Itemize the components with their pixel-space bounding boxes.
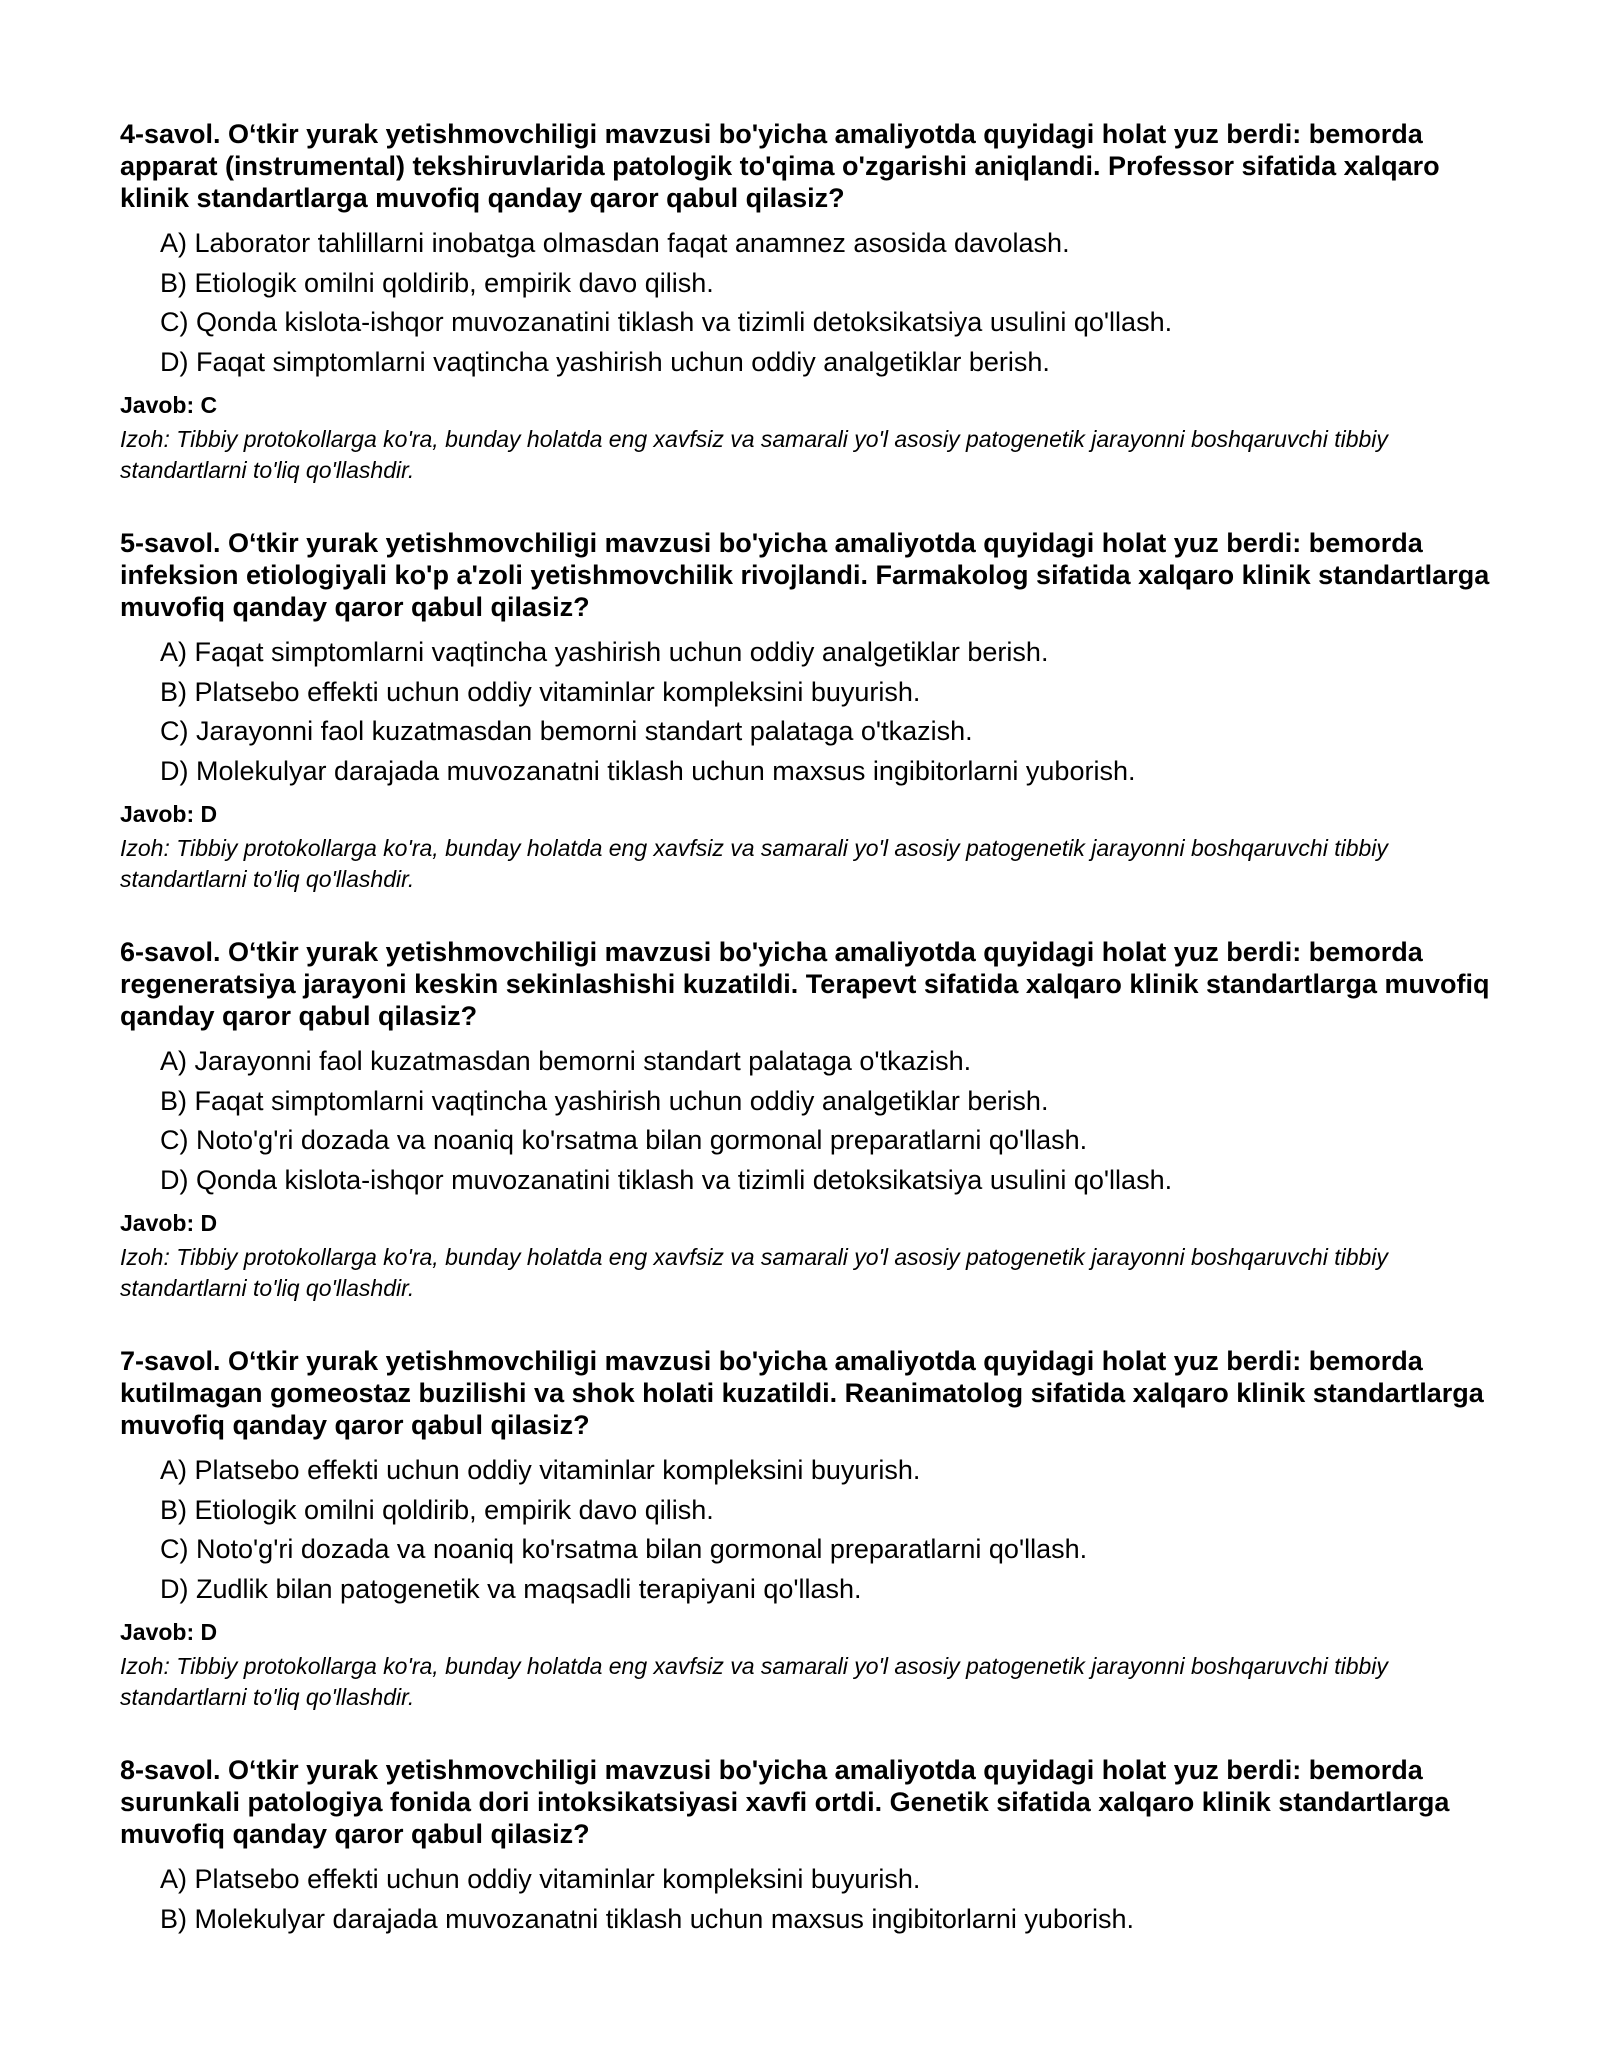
option-b: B) Etiologik omilni qoldirib, empirik davo qilish. <box>160 267 714 298</box>
question-block <box>120 527 1500 895</box>
question-title: 6-savol. O‘tkir yurak yetishmovchiligi mavzusi bo'yicha amaliyotda quyidagi holat yuz berdi: bemorda regeneratsiya jarayoni keskin sekinlashishi kuzatildi. Terapevt sifatida xalqaro klinik standartlarga muvofiq qanday qaror qabul qilasiz? <box>120 937 1490 1031</box>
explanation-text: Izoh: Tibbiy protokollarga ko'ra, bunday holatda eng xavfsiz va samarali yo'l asosiy patogenetik jarayonni boshqaruvchi tibbiy standartlarni to'liq qo'llashdir. <box>120 426 1388 483</box>
option-b: B) Etiologik omilni qoldirib, empirik davo qilish. <box>160 1494 714 1525</box>
answer-label: Javob: D <box>120 1619 218 1645</box>
option-c: C) Noto'g'ri dozada va noaniq ko'rsatma bilan gormonal preparatlarni qo'llash. <box>160 1125 1088 1155</box>
option-c: C) Noto'g'ri dozada va noaniq ko'rsatma bilan gormonal preparatlarni qo'llash. <box>160 1534 1088 1564</box>
answer-label: Javob: C <box>120 392 218 418</box>
question-block <box>120 118 1500 486</box>
explanation-text: Izoh: Tibbiy protokollarga ko'ra, bunday holatda eng xavfsiz va samarali yo'l asosiy patogenetik jarayonni boshqaruvchi tibbiy standartlarni to'liq qo'llashdir. <box>120 1653 1388 1710</box>
option-a: A) Platsebo effekti uchun oddiy vitaminlar kompleksini buyurish. <box>160 1864 921 1894</box>
answer-label: Javob: D <box>120 801 218 827</box>
option-b: B) Platsebo effekti uchun oddiy vitaminlar kompleksini buyurish. <box>160 676 921 707</box>
option-c: C) Qonda kislota-ishqor muvozanatini tiklash va tizimli detoksikatsiya usulini qo'llash. <box>160 307 1173 337</box>
question-title: 4-savol. O‘tkir yurak yetishmovchiligi mavzusi bo'yicha amaliyotda quyidagi holat yuz berdi: bemorda apparat (instrumental) tekshiruvlarida patologik to'qima o'zgarishi aniqlandi. Professor sifatida xalqaro klinik standartlarga muvofiq qanday qaror qabul qilasiz? <box>120 119 1440 213</box>
option-d: D) Faqat simptomlarni vaqtincha yashirish uchun oddiy analgetiklar berish. <box>160 346 1050 377</box>
option-list <box>120 1451 1500 1609</box>
option-list <box>120 1860 1500 1939</box>
option-d: D) Zudlik bilan patogenetik va maqsadli terapiyani qo'llash. <box>160 1573 862 1604</box>
option-list <box>120 633 1500 791</box>
question-block <box>120 936 1500 1304</box>
option-list <box>120 1042 1500 1200</box>
option-a: A) Laborator tahlillarni inobatga olmasdan faqat anamnez asosida davolash. <box>160 228 1070 258</box>
option-d: D) Qonda kislota-ishqor muvozanatini tiklash va tizimli detoksikatsiya usulini qo'llash. <box>160 1164 1173 1195</box>
question-title: 5-savol. O‘tkir yurak yetishmovchiligi mavzusi bo'yicha amaliyotda quyidagi holat yuz berdi: bemorda infeksion etiologiyali ko'p a'zoli yetishmovchilik rivojlandi. Farmakolog sifatida xalqaro klinik standartlarga muvofiq qanday qaror qabul qilasiz? <box>120 528 1490 622</box>
option-d: D) Molekulyar darajada muvozanatni tiklash uchun maxsus ingibitorlarni yuborish. <box>160 755 1136 786</box>
answer-label: Javob: D <box>120 1210 218 1236</box>
question-title: 8-savol. O‘tkir yurak yetishmovchiligi mavzusi bo'yicha amaliyotda quyidagi holat yuz berdi: bemorda surunkali patologiya fonida dori intoksikatsiyasi xavfi ortdi. Genetik sifatida xalqaro klinik standartlarga muvofiq qanday qaror qabul qilasiz? <box>120 1755 1450 1849</box>
option-a: A) Jarayonni faol kuzatmasdan bemorni standart palataga o'tkazish. <box>160 1046 972 1076</box>
option-b: B) Molekulyar darajada muvozanatni tiklash uchun maxsus ingibitorlarni yuborish. <box>160 1903 1134 1934</box>
option-c: C) Jarayonni faol kuzatmasdan bemorni standart palataga o'tkazish. <box>160 716 973 746</box>
question-title: 7-savol. O‘tkir yurak yetishmovchiligi mavzusi bo'yicha amaliyotda quyidagi holat yuz berdi: bemorda kutilmagan gomeostaz buzilishi va shok holati kuzatildi. Reanimatolog sifatida xalqaro klinik standartlarga muvofiq qanday qaror qabul qilasiz? <box>120 1346 1484 1440</box>
document-page <box>120 118 1500 1980</box>
option-a: A) Platsebo effekti uchun oddiy vitaminlar kompleksini buyurish. <box>160 1455 921 1485</box>
question-block <box>120 1345 1500 1713</box>
option-list <box>120 224 1500 382</box>
option-a: A) Faqat simptomlarni vaqtincha yashirish uchun oddiy analgetiklar berish. <box>160 637 1049 667</box>
question-block <box>120 1754 1500 1939</box>
option-b: B) Faqat simptomlarni vaqtincha yashirish uchun oddiy analgetiklar berish. <box>160 1085 1049 1116</box>
explanation-text: Izoh: Tibbiy protokollarga ko'ra, bunday holatda eng xavfsiz va samarali yo'l asosiy patogenetik jarayonni boshqaruvchi tibbiy standartlarni to'liq qo'llashdir. <box>120 835 1388 892</box>
explanation-text: Izoh: Tibbiy protokollarga ko'ra, bunday holatda eng xavfsiz va samarali yo'l asosiy patogenetik jarayonni boshqaruvchi tibbiy standartlarni to'liq qo'llashdir. <box>120 1244 1388 1301</box>
